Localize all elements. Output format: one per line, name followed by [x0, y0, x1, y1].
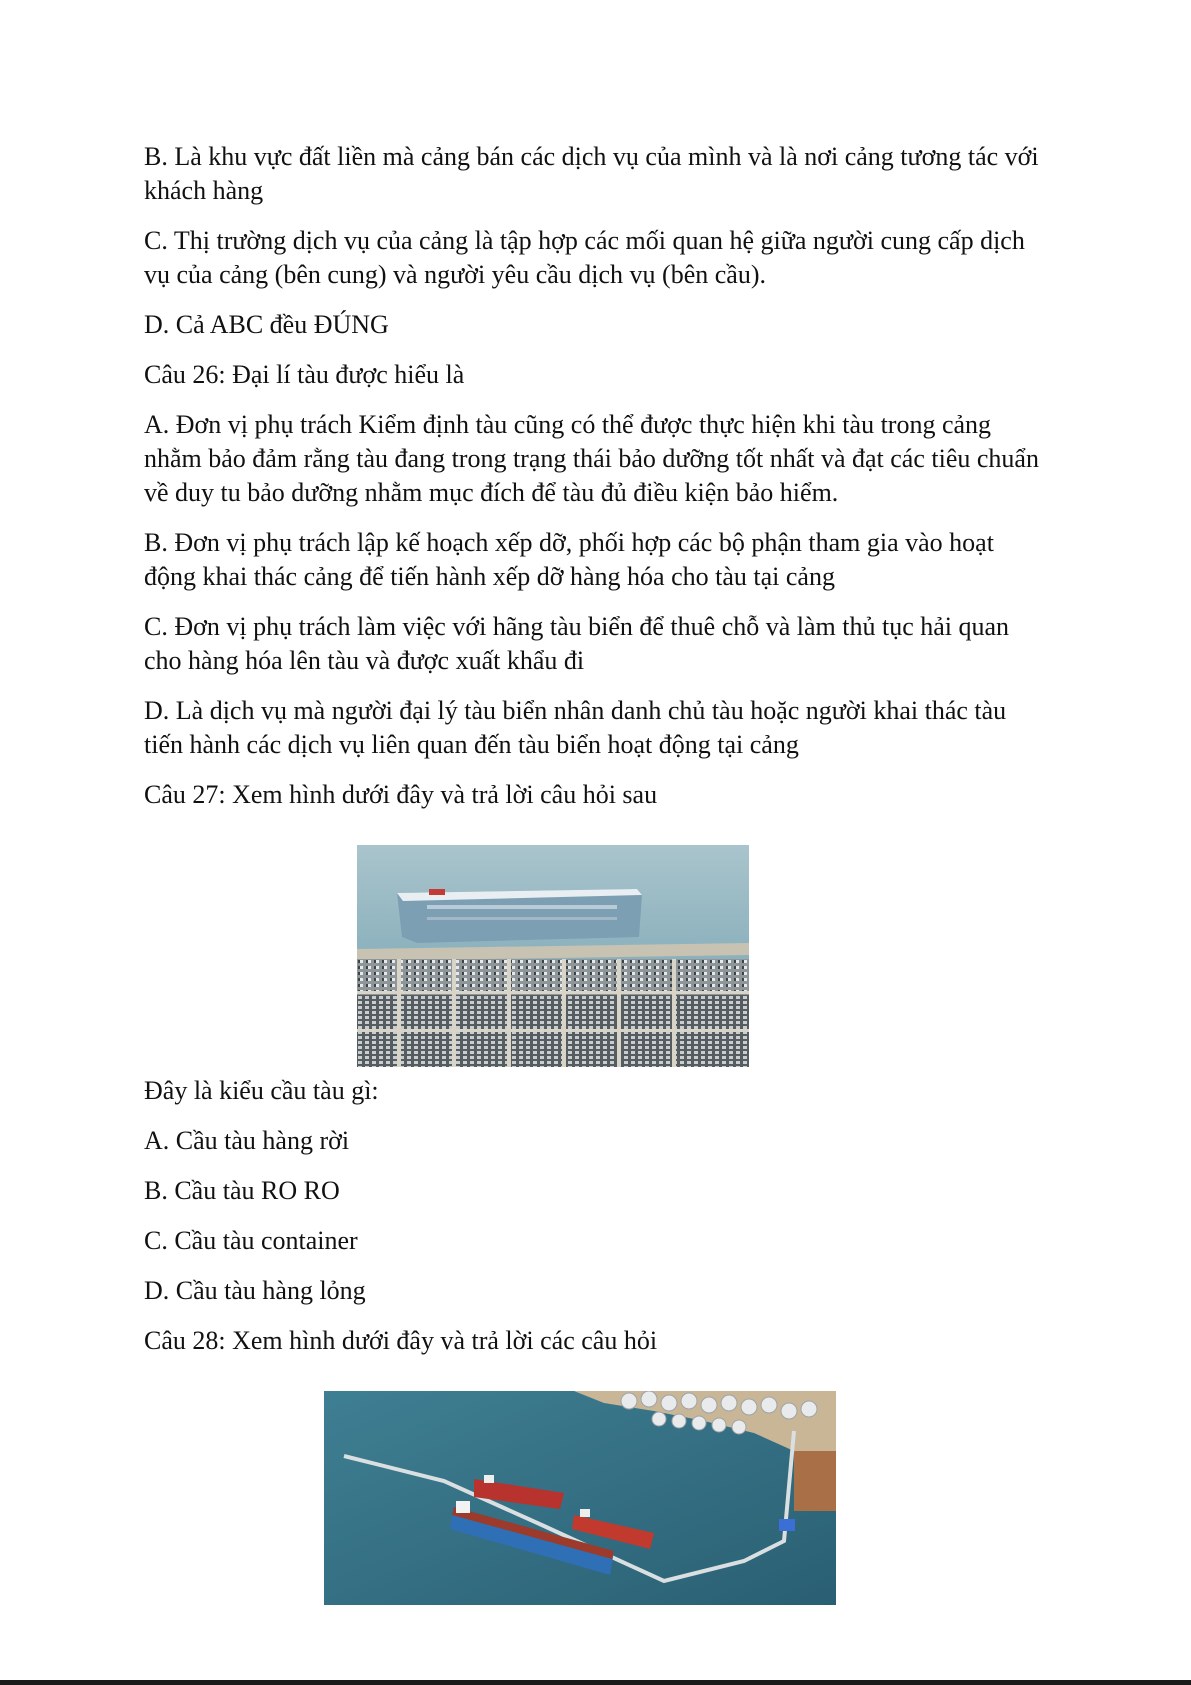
question-27: Câu 27: Xem hình dưới đây và trả lời câu hỏi sau: [144, 780, 658, 809]
q26-option-b: B. Đơn vị phụ trách lập kế hoạch xếp dỡ, phối hợp các bộ phận tham gia vào hoạt động khai thác cảng để tiến hành xếp dỡ hàng hóa cho tàu tại cảng: [144, 528, 994, 591]
q27-option-c: C. Cầu tàu container: [144, 1226, 358, 1255]
liquid-bulk-jetty-photo: [324, 1391, 836, 1605]
page-bottom-rule: [0, 1680, 1191, 1685]
roro-terminal-photo: [357, 845, 749, 1067]
q27-option-d: D. Cầu tàu hàng lỏng: [144, 1276, 366, 1305]
q26-option-d: D. Là dịch vụ mà người đại lý tàu biển nhân danh chủ tàu hoặc người khai thác tàu tiến hành các dịch vụ liên quan đến tàu biển hoạt động tại cảng: [144, 696, 1007, 759]
q26-option-c: C. Đơn vị phụ trách làm việc với hãng tàu biển để thuê chỗ và làm thủ tục hải quan cho hàng hóa lên tàu và được xuất khẩu đi: [144, 612, 1010, 675]
q27-prompt: Đây là kiểu cầu tàu gì:: [144, 1076, 379, 1105]
q27-option-b: B. Cầu tàu RO RO: [144, 1176, 340, 1205]
option-b-previous: B. Là khu vực đất liền mà cảng bán các dịch vụ của mình và là nơi cảng tương tác với khách hàng: [144, 142, 1039, 205]
option-d-previous: D. Cả ABC đều ĐÚNG: [144, 310, 389, 339]
page-text-body: [144, 140, 1044, 1374]
q26-option-a: A. Đơn vị phụ trách Kiểm định tàu cũng có thể được thực hiện khi tàu trong cảng nhằm bảo đảm rằng tàu đang trong trạng thái bảo dưỡng tốt nhất và đạt các tiêu chuẩn về duy tu bảo dưỡng nhằm mục đích để tàu đủ điều kiện bảo hiểm.: [144, 410, 1039, 507]
q27-option-a: A. Cầu tàu hàng rời: [144, 1126, 350, 1155]
question-26: Câu 26: Đại lí tàu được hiểu là: [144, 360, 465, 389]
question-28: Câu 28: Xem hình dưới đây và trả lời các câu hỏi: [144, 1326, 658, 1355]
option-c-previous: C. Thị trường dịch vụ của cảng là tập hợp các mối quan hệ giữa người cung cấp dịch vụ của cảng (bên cung) và người yêu cầu dịch vụ (bên cầu).: [144, 226, 1025, 289]
